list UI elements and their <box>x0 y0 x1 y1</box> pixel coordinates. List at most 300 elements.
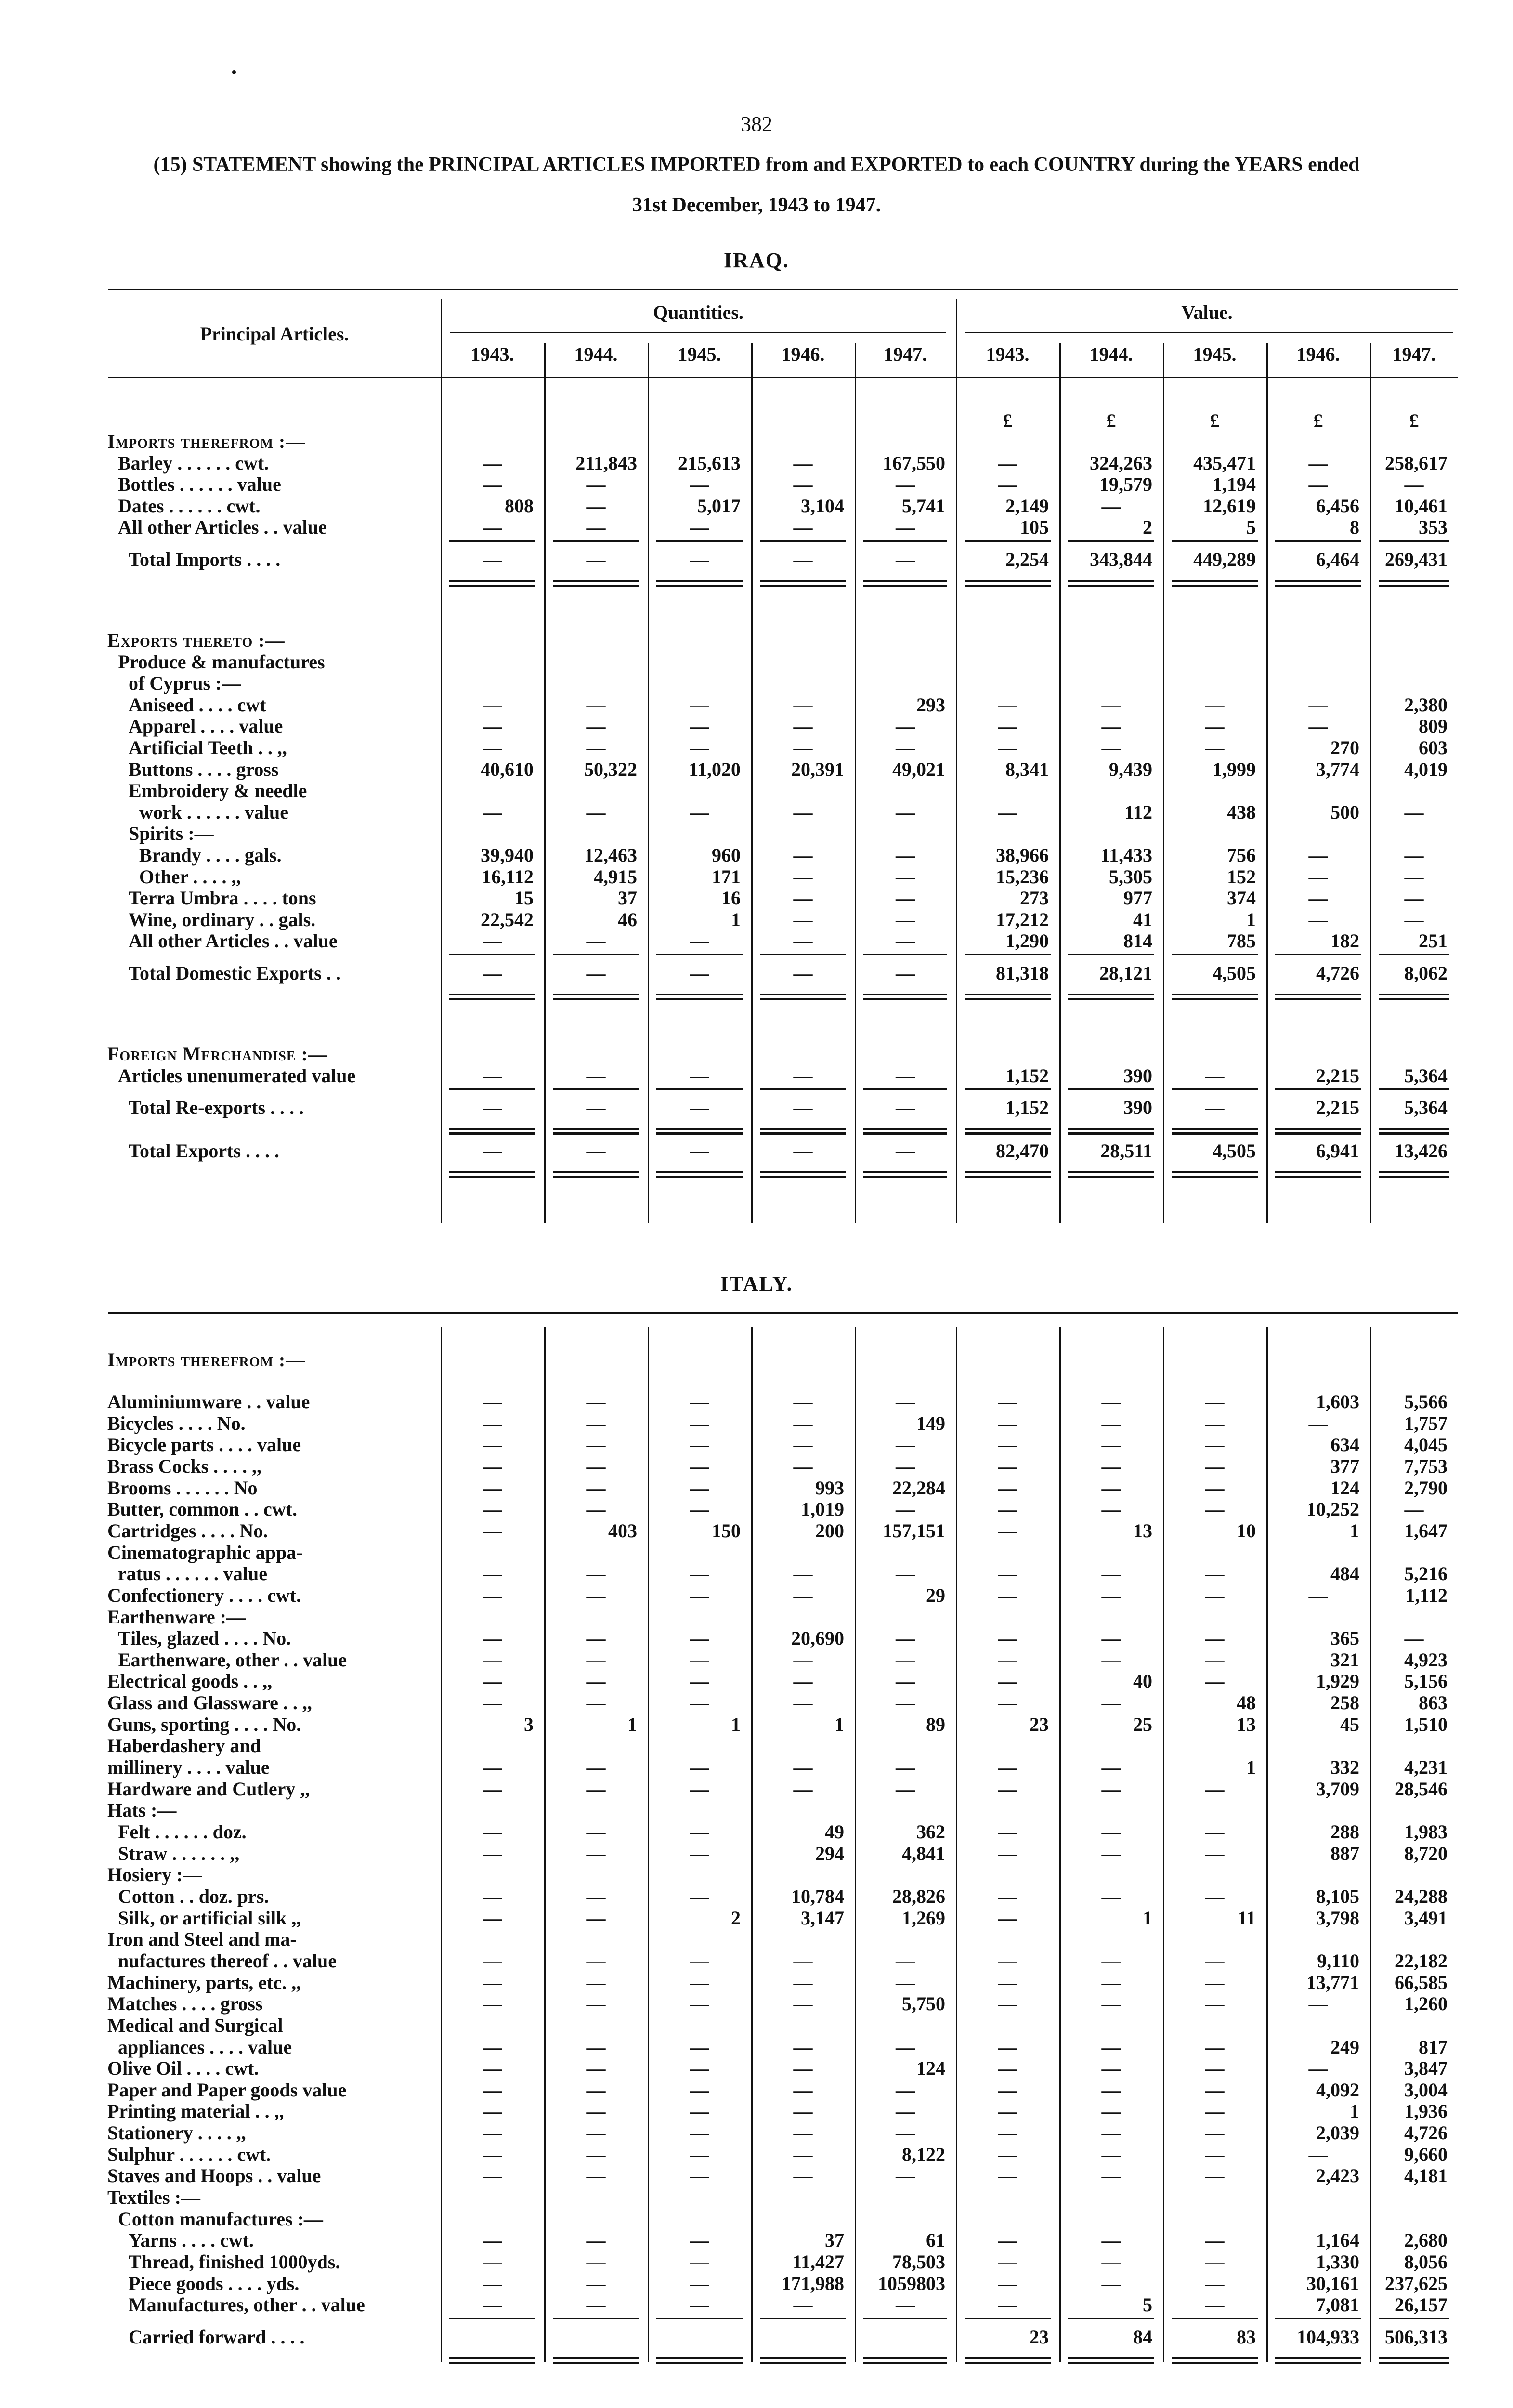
rule-line <box>1068 585 1154 587</box>
italy-row-label: Earthenware, other . . value <box>118 1649 347 1671</box>
italy-cell: 37 <box>825 2229 844 2251</box>
rule-line <box>449 2357 535 2359</box>
italy-cell-dash: — <box>483 1391 502 1413</box>
italy-cell-dash: — <box>896 1434 915 1456</box>
italy-cell-dash: — <box>896 2294 915 2316</box>
rule-line <box>1379 540 1449 542</box>
iraq-cell: 809 <box>1419 715 1448 737</box>
italy-cell: 23 <box>1030 1713 1049 1735</box>
iraq-cell: 2,254 <box>1005 549 1049 570</box>
iraq-row-label: Barley . . . . . . cwt. <box>118 452 269 474</box>
iraq-cell: 6,464 <box>1316 549 1359 570</box>
header-year: 1945. <box>1193 343 1237 365</box>
italy-cell: 20,690 <box>791 1627 844 1649</box>
section-title-iraq: IRAQ. <box>724 249 789 272</box>
italy-cell-dash: — <box>1308 1993 1328 2015</box>
header-year: 1947. <box>884 343 927 365</box>
iraq-row-label: work . . . . . . value <box>139 801 288 823</box>
italy-cell-dash: — <box>690 1842 709 1864</box>
rule-line <box>1068 1171 1154 1173</box>
iraq-row-label: Imports therefrom :— <box>107 431 306 452</box>
iraq-cell-dash: — <box>793 887 813 909</box>
italy-cell-dash: — <box>1205 1412 1225 1434</box>
italy-row-label: Glass and Glassware . . ,, <box>107 1692 312 1714</box>
italy-cell-dash: — <box>1101 1627 1121 1649</box>
iraq-cell: 15 <box>514 887 534 909</box>
italy-cell-dash: — <box>586 1778 606 1800</box>
column-rule <box>1370 1327 1371 2362</box>
italy-cell-dash: — <box>793 1391 813 1413</box>
rule-line <box>449 1132 535 1133</box>
italy-cell: 993 <box>815 1477 844 1499</box>
italy-row-label: Felt . . . . . . doz. <box>118 1821 247 1843</box>
iraq-cell-dash: — <box>1205 694 1225 716</box>
iraq-cell-dash: — <box>896 930 915 952</box>
italy-cell-dash: — <box>998 1692 1017 1714</box>
rule-line <box>1068 1128 1154 1130</box>
italy-cell-dash: — <box>1205 1563 1225 1585</box>
italy-cell-dash: — <box>586 1563 606 1585</box>
iraq-cell-dash: — <box>793 1140 813 1162</box>
column-rule <box>1059 1327 1061 2362</box>
rule-line <box>1379 2357 1449 2359</box>
italy-cell-dash: — <box>586 2251 606 2273</box>
iraq-cell-dash: — <box>1205 715 1225 737</box>
italy-cell-dash: — <box>1205 1455 1225 1477</box>
rule-line <box>656 2357 743 2359</box>
iraq-cell-dash: — <box>690 715 709 737</box>
rule-line <box>1172 1128 1258 1130</box>
iraq-cell: 37 <box>618 887 637 909</box>
italy-row-label: Stationery . . . . ,, <box>107 2122 246 2144</box>
italy-cell-dash: — <box>896 1670 915 1692</box>
iraq-cell: 270 <box>1330 737 1359 759</box>
column-rule <box>1163 343 1164 1223</box>
italy-cell-dash: — <box>690 2294 709 2316</box>
iraq-cell: 1 <box>1246 908 1256 930</box>
italy-cell: 45 <box>1340 1713 1359 1735</box>
italy-cell-dash: — <box>998 1563 1017 1585</box>
italy-cell-dash: — <box>690 2036 709 2058</box>
rule-line <box>1275 2362 1361 2364</box>
italy-cell-dash: — <box>793 2100 813 2122</box>
italy-cell: 506,313 <box>1385 2326 1448 2348</box>
iraq-cell-dash: — <box>1101 495 1121 517</box>
iraq-cell-dash: — <box>483 930 502 952</box>
column-rule <box>956 299 957 1223</box>
iraq-cell: 167,550 <box>883 452 945 474</box>
column-rule <box>1059 343 1061 1223</box>
iraq-cell-dash: — <box>1404 865 1424 888</box>
italy-cell-dash: — <box>586 2036 606 2058</box>
rule-line <box>965 2357 1051 2359</box>
column-rule <box>751 1327 753 2362</box>
italy-cell-dash: — <box>690 1649 709 1671</box>
rule-line <box>863 1088 947 1090</box>
rule-line <box>1275 540 1361 542</box>
italy-row-label: Haberdashery and <box>107 1735 261 1757</box>
rule-line <box>1068 2362 1154 2364</box>
iraq-cell: 293 <box>916 694 945 716</box>
iraq-cell-dash: — <box>1101 694 1121 716</box>
iraq-row-label: Articles unenumerated value <box>118 1064 356 1086</box>
italy-cell-dash: — <box>1205 2272 1225 2294</box>
italy-cell-dash: — <box>483 1477 502 1499</box>
iraq-cell-dash: — <box>1308 844 1328 866</box>
italy-cell: 1,983 <box>1404 1821 1448 1843</box>
italy-cell-dash: — <box>586 1455 606 1477</box>
iraq-cell-dash: — <box>1205 1064 1225 1086</box>
rule-line <box>965 1176 1051 1178</box>
iraq-cell: 2,149 <box>1005 495 1049 517</box>
iraq-row-label: Total Domestic Exports . . <box>129 962 341 984</box>
iraq-row-label: Brandy . . . . gals. <box>139 844 282 866</box>
rule-line <box>553 1171 639 1173</box>
iraq-cell-dash: — <box>896 473 915 496</box>
iraq-cell-dash: — <box>690 930 709 952</box>
italy-cell-dash: — <box>1101 1692 1121 1714</box>
italy-cell: 1 <box>1350 1519 1359 1542</box>
rule-line <box>656 1088 743 1090</box>
italy-cell: 1,269 <box>902 1907 945 1929</box>
italy-cell-dash: — <box>586 1391 606 1413</box>
italy-row-label: Piece goods . . . . yds. <box>129 2272 300 2294</box>
italy-cell: 84 <box>1133 2326 1152 2348</box>
italy-cell: 104,933 <box>1297 2326 1359 2348</box>
rule-line <box>965 998 1051 1000</box>
italy-cell-dash: — <box>483 1885 502 1907</box>
italy-cell-dash: — <box>1205 1670 1225 1692</box>
italy-cell: 5,750 <box>902 1993 945 2015</box>
italy-cell-dash: — <box>793 1778 813 1800</box>
currency-symbol: £ <box>1003 410 1013 432</box>
iraq-cell-dash: — <box>896 1097 915 1119</box>
rule-line <box>1275 954 1361 955</box>
italy-row-label: Yarns . . . . cwt. <box>129 2229 254 2251</box>
italy-cell-dash: — <box>586 1477 606 1499</box>
italy-cell-dash: — <box>998 1821 1017 1843</box>
italy-cell-dash: — <box>483 1821 502 1843</box>
rule-line <box>1172 1176 1258 1178</box>
italy-cell-dash: — <box>998 1627 1017 1649</box>
italy-cell-dash: — <box>1205 1477 1225 1499</box>
italy-cell-dash: — <box>586 2165 606 2187</box>
iraq-cell: 2,215 <box>1316 1064 1359 1086</box>
italy-cell-dash: — <box>690 1434 709 1456</box>
rule-line <box>449 994 535 995</box>
iraq-row-label: Wine, ordinary . . gals. <box>129 908 316 930</box>
rule-line <box>863 1171 947 1173</box>
iraq-row-label: Produce & manufactures <box>118 651 325 673</box>
iraq-cell-dash: — <box>793 473 813 496</box>
italy-cell: 288 <box>1330 1821 1359 1843</box>
iraq-cell: 49,021 <box>892 758 945 780</box>
italy-cell: 321 <box>1330 1649 1359 1671</box>
rule-line <box>760 580 846 582</box>
italy-cell-dash: — <box>690 2251 709 2273</box>
italy-cell: 23 <box>1030 2326 1049 2348</box>
italy-cell-dash: — <box>586 2294 606 2316</box>
italy-cell-dash: — <box>586 2143 606 2165</box>
iraq-cell-dash: — <box>483 801 502 823</box>
iraq-cell-dash: — <box>793 844 813 866</box>
italy-cell: 237,625 <box>1385 2272 1448 2294</box>
italy-cell-dash: — <box>1308 1412 1328 1434</box>
iraq-cell: 1,290 <box>1005 930 1049 952</box>
iraq-cell: 12,619 <box>1203 495 1256 517</box>
iraq-row-label: Buttons . . . . gross <box>129 758 279 780</box>
italy-cell-dash: — <box>793 2079 813 2101</box>
italy-cell-dash: — <box>586 1821 606 1843</box>
italy-cell-dash: — <box>1101 2057 1121 2080</box>
italy-cell-dash: — <box>998 1993 1017 2015</box>
italy-cell: 4,726 <box>1404 2122 1448 2144</box>
rule-line <box>760 994 846 995</box>
italy-cell: 1,929 <box>1316 1670 1359 1692</box>
iraq-cell-dash: — <box>1308 865 1328 888</box>
italy-cell-dash: — <box>1205 2057 1225 2080</box>
italy-row-label: Imports therefrom :— <box>107 1349 306 1371</box>
rule-line <box>1068 540 1154 542</box>
italy-cell-dash: — <box>586 2100 606 2122</box>
italy-cell: 124 <box>1330 1477 1359 1499</box>
italy-cell-dash: — <box>896 1649 915 1671</box>
header-year: 1945. <box>678 343 721 365</box>
italy-cell-dash: — <box>896 2079 915 2101</box>
iraq-cell-dash: — <box>586 549 606 570</box>
italy-cell-dash: — <box>483 2229 502 2251</box>
italy-cell-dash: — <box>1205 2165 1225 2187</box>
italy-cell: 5,566 <box>1404 1391 1448 1413</box>
italy-row-label: millinery . . . . value <box>107 1756 270 1779</box>
italy-cell-dash: — <box>1101 1455 1121 1477</box>
iraq-cell: 251 <box>1419 930 1448 952</box>
rule-line <box>965 1088 1051 1090</box>
italy-cell-dash: — <box>1205 1885 1225 1907</box>
italy-cell: 403 <box>608 1519 637 1542</box>
rule-line <box>1068 2357 1154 2359</box>
statement-title: (15) STATEMENT showing the PRINCIPAL ARTICLES IMPORTED from and EXPORTED to each COUNTRY during the YEARS ended <box>153 154 1360 176</box>
italy-cell-dash: — <box>1205 1434 1225 1456</box>
italy-row-label: Bicycles . . . . No. <box>107 1412 246 1434</box>
page-number: 382 <box>741 112 772 136</box>
iraq-cell: 12,463 <box>584 844 637 866</box>
italy-cell-dash: — <box>483 2057 502 2080</box>
iraq-cell-dash: — <box>1404 473 1424 496</box>
iraq-cell-dash: — <box>896 1064 915 1086</box>
iraq-cell-dash: — <box>793 1064 813 1086</box>
iraq-cell: 215,613 <box>678 452 741 474</box>
italy-cell: 3,709 <box>1316 1778 1359 1800</box>
iraq-row-label: Bottles . . . . . . value <box>118 473 281 496</box>
iraq-cell: 390 <box>1123 1064 1152 1086</box>
italy-row-label: Staves and Hoops . . value <box>107 2165 321 2187</box>
currency-symbol: £ <box>1409 410 1419 432</box>
italy-cell-dash: — <box>1205 2036 1225 2058</box>
iraq-cell-dash: — <box>483 694 502 716</box>
italy-cell: 1059803 <box>878 2272 945 2294</box>
italy-cell-dash: — <box>690 1391 709 1413</box>
italy-cell-dash: — <box>690 1627 709 1649</box>
rule-line <box>1379 1176 1449 1178</box>
iraq-cell-dash: — <box>483 1140 502 1162</box>
italy-cell-dash: — <box>998 2251 1017 2273</box>
italy-cell-dash: — <box>1205 1627 1225 1649</box>
iraq-cell: 6,941 <box>1316 1140 1359 1162</box>
rule-line <box>1172 1088 1258 1090</box>
italy-cell-dash: — <box>690 2229 709 2251</box>
rule-line <box>1172 994 1258 995</box>
iraq-cell: 1 <box>731 908 741 930</box>
italy-cell-dash: — <box>483 1778 502 1800</box>
italy-cell-dash: — <box>483 2251 502 2273</box>
italy-cell-dash: — <box>1101 2079 1121 2101</box>
rule-line <box>760 1171 846 1173</box>
iraq-cell-dash: — <box>690 516 709 538</box>
italy-cell-dash: — <box>483 1519 502 1542</box>
column-rule <box>855 1327 856 2362</box>
italy-cell-dash: — <box>690 2143 709 2165</box>
italy-row-label: Hardware and Cutlery ,, <box>107 1778 310 1800</box>
italy-cell-dash: — <box>793 1563 813 1585</box>
italy-cell: 3,491 <box>1404 1907 1448 1929</box>
rule-line <box>553 2318 639 2319</box>
iraq-cell-dash: — <box>793 715 813 737</box>
iraq-cell-dash: — <box>1404 844 1424 866</box>
italy-cell-dash: — <box>1101 2229 1121 2251</box>
rule-line <box>965 1132 1051 1133</box>
iraq-cell-dash: — <box>998 737 1017 759</box>
italy-cell-dash: — <box>690 1412 709 1434</box>
italy-cell-dash: — <box>998 1842 1017 1864</box>
italy-cell: 61 <box>926 2229 945 2251</box>
rule-line <box>1172 580 1258 582</box>
iraq-cell: 5,305 <box>1109 865 1152 888</box>
iraq-cell: 343,844 <box>1090 549 1152 570</box>
iraq-cell: 5,017 <box>697 495 741 517</box>
iraq-cell: 4,726 <box>1316 962 1359 984</box>
italy-row-label: Cotton . . doz. prs. <box>118 1885 269 1907</box>
rule-line <box>863 998 947 1000</box>
italy-cell-dash: — <box>998 1391 1017 1413</box>
italy-cell: 2,423 <box>1316 2165 1359 2187</box>
italy-cell: 26,157 <box>1395 2294 1448 2316</box>
iraq-cell-dash: — <box>896 962 915 984</box>
iraq-cell: 4,915 <box>594 865 637 888</box>
italy-cell-dash: — <box>1205 1498 1225 1520</box>
italy-cell-dash: — <box>1308 2143 1328 2165</box>
italy-cell: 78,503 <box>892 2251 945 2273</box>
rule-line <box>1379 1088 1449 1090</box>
italy-cell-dash: — <box>586 1971 606 1993</box>
iraq-row-label: Dates . . . . . . cwt. <box>118 495 261 517</box>
iraq-cell-dash: — <box>793 1097 813 1119</box>
italy-cell-dash: — <box>690 2272 709 2294</box>
italy-cell-dash: — <box>586 1885 606 1907</box>
rule-line <box>449 540 535 542</box>
iraq-row-label: Total Imports . . . . <box>129 549 281 570</box>
italy-cell-dash: — <box>998 1670 1017 1692</box>
rule-line <box>656 1176 743 1178</box>
column-rule <box>441 1327 442 2362</box>
italy-cell-dash: — <box>793 2122 813 2144</box>
iraq-cell-dash: — <box>1205 1097 1225 1119</box>
italy-cell-dash: — <box>483 2143 502 2165</box>
italy-cell-dash: — <box>690 1993 709 2015</box>
rule-line <box>553 1088 639 1090</box>
rule-line <box>449 998 535 1000</box>
italy-cell: 2,790 <box>1404 1477 1448 1499</box>
iraq-cell: 269,431 <box>1385 549 1448 570</box>
italy-cell-dash: — <box>1205 2100 1225 2122</box>
italy-cell-dash: — <box>690 2122 709 2144</box>
iraq-row-label: All other Articles . . value <box>118 516 327 538</box>
rule-line <box>965 2362 1051 2364</box>
header-year: 1946. <box>1296 343 1340 365</box>
iraq-cell-dash: — <box>998 801 1017 823</box>
iraq-cell: 6,456 <box>1316 495 1359 517</box>
rule-line <box>965 2318 1051 2319</box>
rule-line <box>965 1128 1051 1130</box>
italy-cell-dash: — <box>896 1950 915 1972</box>
rule-line <box>656 1132 743 1133</box>
iraq-cell: 41 <box>1133 908 1152 930</box>
italy-cell: 157,151 <box>883 1519 945 1542</box>
rule-line <box>553 998 639 1000</box>
italy-cell: 3,147 <box>801 1907 844 1929</box>
italy-cell-dash: — <box>1101 1563 1121 1585</box>
rule-line <box>1379 1132 1449 1133</box>
italy-cell: 1 <box>627 1713 637 1735</box>
italy-cell: 1 <box>1143 1907 1152 1929</box>
iraq-cell: 9,439 <box>1109 758 1152 780</box>
italy-cell-dash: — <box>586 1627 606 1649</box>
italy-cell-dash: — <box>998 2229 1017 2251</box>
iraq-cell-dash: — <box>793 549 813 570</box>
rule-line <box>965 1171 1051 1173</box>
italy-cell: 8,056 <box>1404 2251 1448 2273</box>
rule-line <box>760 1128 846 1130</box>
italy-cell: 863 <box>1419 1692 1448 1714</box>
iraq-cell-dash: — <box>998 452 1017 474</box>
iraq-cell: 390 <box>1123 1097 1152 1119</box>
italy-cell-dash: — <box>1308 1584 1328 1606</box>
italy-cell-dash: — <box>998 1885 1017 1907</box>
iraq-cell-dash: — <box>793 908 813 930</box>
iraq-cell: 324,263 <box>1090 452 1152 474</box>
italy-cell-dash: — <box>1404 1498 1424 1520</box>
rule-line <box>449 1128 535 1130</box>
iraq-cell-dash: — <box>896 516 915 538</box>
italy-cell-dash: — <box>793 2294 813 2316</box>
italy-cell-dash: — <box>483 1692 502 1714</box>
italy-cell: 4,923 <box>1404 1649 1448 1671</box>
rule-line <box>863 1128 947 1130</box>
italy-cell-dash: — <box>483 2036 502 2058</box>
rule-line <box>553 580 639 582</box>
iraq-cell-dash: — <box>586 495 606 517</box>
italy-cell-dash: — <box>586 2057 606 2080</box>
rule-line <box>1379 585 1449 587</box>
iraq-row-label: Total Exports . . . . <box>129 1140 280 1162</box>
iraq-cell-dash: — <box>586 962 606 984</box>
italy-cell-dash: — <box>586 1649 606 1671</box>
italy-cell-dash: — <box>998 1950 1017 1972</box>
rule-line <box>1068 2318 1154 2319</box>
rule-line <box>760 1132 846 1133</box>
italy-row-label: Medical and Surgical <box>107 2014 283 2036</box>
italy-cell-dash: — <box>896 1391 915 1413</box>
